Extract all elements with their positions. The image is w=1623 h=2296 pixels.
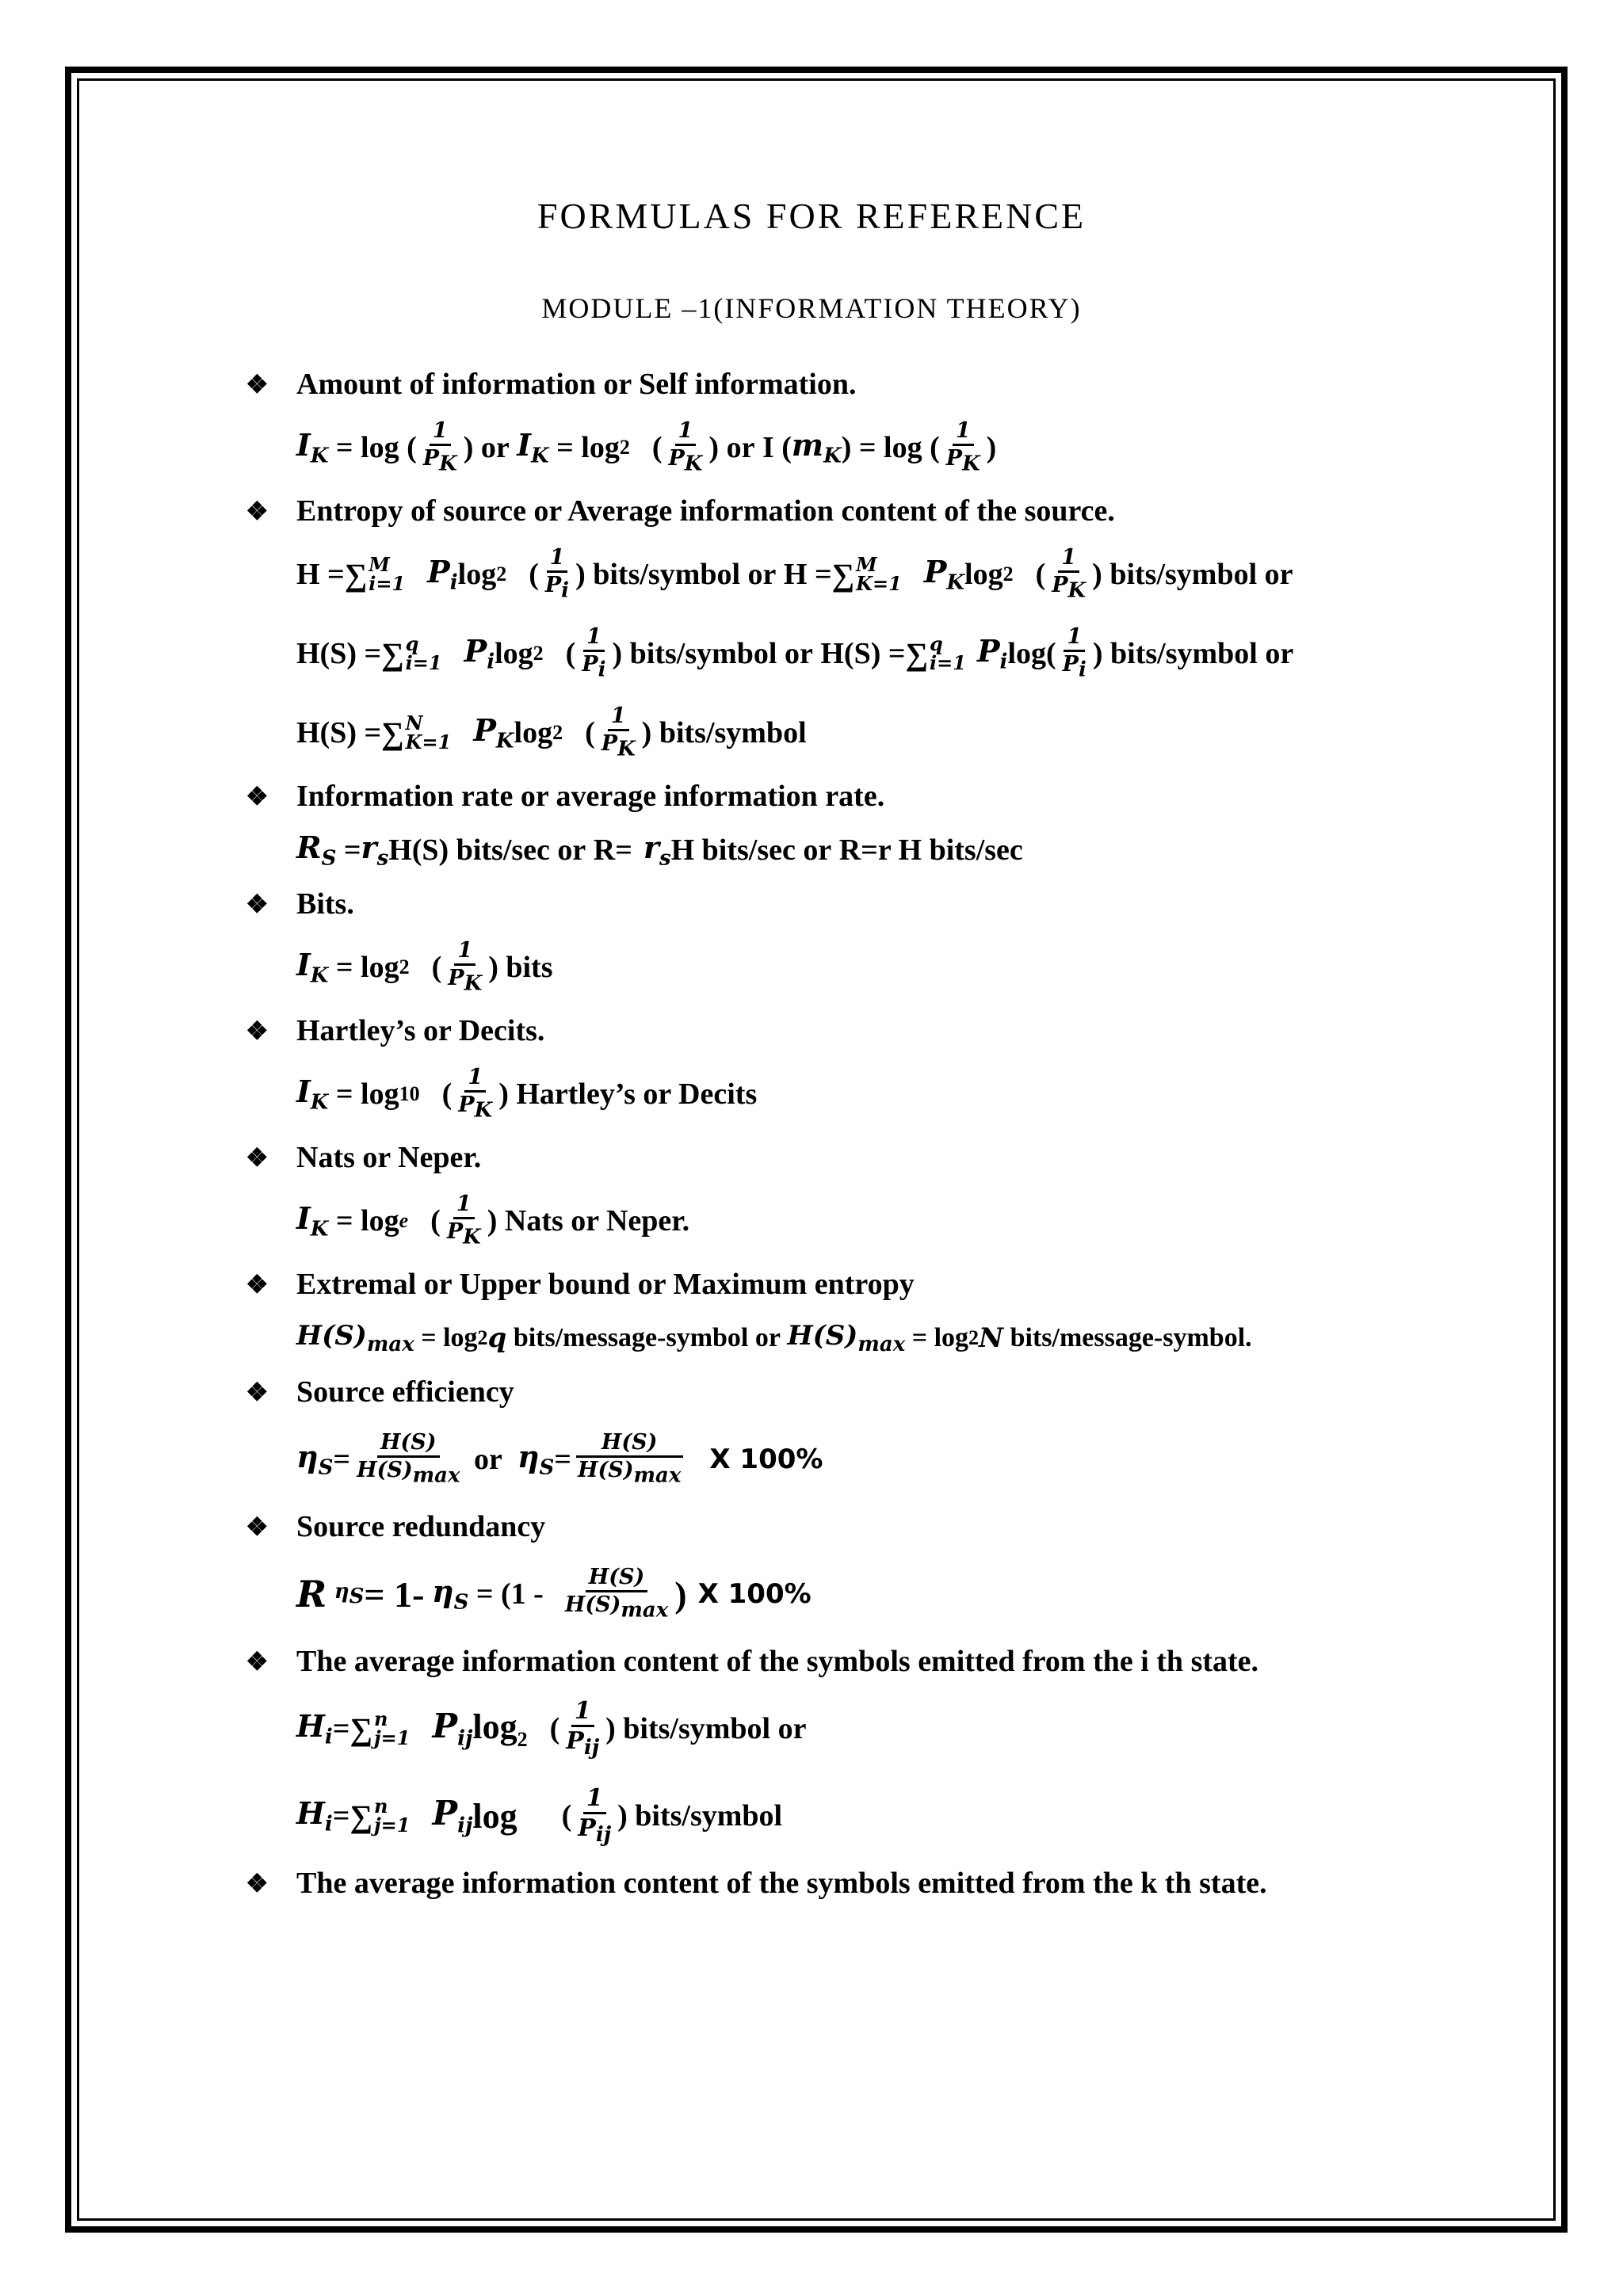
heading-text: Amount of information or Self information. xyxy=(296,368,857,401)
heading-text: Source efficiency xyxy=(296,1375,514,1409)
section-heading xyxy=(246,1859,1434,1907)
heading-text: The average information content of the symbols emitted from the k th state. xyxy=(296,1867,1267,1900)
formula-information-rate: $R_S$ = $r_s$ H(S) bits/sec or R= $r_s$ H bits/sec or R=r H bits/sec xyxy=(296,830,1023,871)
formula-entropy-2: H(S) = ∑ q i=1 $P_i$ log 2 ( $\frac{1}{P_i}$ ) bits/symbol or H(S) = ∑ q i=1 $P_i$ log( $\frac{1}{P_i}$ ) bits/symbol or xyxy=(296,624,1294,682)
section-heading xyxy=(246,880,1434,928)
section-nats xyxy=(246,1134,1434,1261)
formula-self-information: $I_K$ = log ( $\frac{1}{P_K}$ ) or $I_K$ = log 2 ( $\frac{1}{P_K}$ ) or I ( $m_K$ ) = log ( $\frac{1}{P_K}$ ) xyxy=(296,418,997,476)
section-self-information xyxy=(246,360,1434,487)
formula-ith-state-2: $H_i$ = ∑ n j=1 $P_{ij}$ log ( $\frac{1}{P_{ij}}$ ) bits/symbol xyxy=(296,1783,783,1848)
section-heading xyxy=(246,1368,1434,1416)
formula-nats: $I_K$ = log e ( $\frac{1}{P_K}$ ) Nats or Neper. xyxy=(296,1191,690,1249)
diamond-bullet-icon: ❖ xyxy=(246,890,269,918)
diamond-bullet-icon: ❖ xyxy=(246,1143,269,1172)
formula-list xyxy=(246,360,1434,1907)
diamond-bullet-icon: ❖ xyxy=(246,1270,269,1299)
section-bits xyxy=(246,880,1434,1007)
section-heading xyxy=(246,1007,1434,1055)
diamond-bullet-icon: ❖ xyxy=(246,1869,269,1897)
section-ith-state xyxy=(246,1638,1434,1859)
formula-bits: $I_K$ = log 2 ( $\frac{1}{P_K}$ ) bits xyxy=(296,937,553,996)
diamond-bullet-icon: ❖ xyxy=(246,1016,269,1045)
heading-text: Nats or Neper. xyxy=(296,1141,482,1174)
section-max-entropy xyxy=(246,1261,1434,1368)
section-entropy xyxy=(246,487,1434,772)
section-heading xyxy=(246,1261,1434,1308)
formula-hartleys: $I_K$ = log 10 ( $\frac{1}{P_K}$ ) Hartley’s or Decits xyxy=(296,1064,758,1123)
section-heading xyxy=(246,1134,1434,1181)
section-source-redundancy xyxy=(246,1503,1434,1638)
diamond-bullet-icon: ❖ xyxy=(246,1512,269,1541)
heading-text: Bits. xyxy=(296,887,354,921)
formula-source-efficiency: $\eta_S$ = $\frac{H(S)}{H(S)_{max}}$ or $\eta_S$ = $\frac{H(S)}{H(S)_{max}}$ X 100% xyxy=(296,1429,823,1488)
formula-max-entropy: $H(S)_{max}$ = log 2 q bits/message-symbol or $H(S)_{max}$ = log 2 N bits/message-symbol. xyxy=(296,1320,1252,1356)
section-heading xyxy=(246,1638,1434,1685)
heading-text: Extremal or Upper bound or Maximum entropy xyxy=(296,1268,915,1301)
formula-ith-state-1: $H_i$ = ∑ n j=1 $P_{ij}$ $\log_2$ ( $\frac{1}{P_{ij}}$ ) bits/symbol or xyxy=(296,1696,807,1760)
page-title: FORMULAS FOR REFERENCE xyxy=(537,196,1086,236)
heading-text: The average information content of the symbols emitted from the i th state. xyxy=(296,1645,1259,1678)
section-heading xyxy=(246,1503,1434,1550)
section-kth-state xyxy=(246,1859,1434,1907)
section-information-rate xyxy=(246,772,1434,880)
heading-text: Hartley’s or Decits. xyxy=(296,1014,545,1047)
formula-entropy-3: H(S) = ∑ N K=1 $P_K$ log 2 ( $\frac{1}{P_K}$ ) bits/symbol xyxy=(296,703,807,761)
formula-source-redundancy: R $\eta_S$ = 1- $\eta_S$ = (1 - $\frac{H(S)}{H(S)_{max}}$ ) X 100% xyxy=(296,1564,812,1623)
heading-text: Entropy of source or Average information content of the source. xyxy=(296,494,1115,528)
section-heading xyxy=(246,487,1434,535)
diamond-bullet-icon: ❖ xyxy=(246,497,269,525)
section-hartleys xyxy=(246,1007,1434,1134)
section-source-efficiency xyxy=(246,1368,1434,1503)
diamond-bullet-icon: ❖ xyxy=(246,782,269,810)
diamond-bullet-icon: ❖ xyxy=(246,1378,269,1406)
heading-text: Source redundancy xyxy=(296,1510,546,1543)
page-subtitle: MODULE –1(INFORMATION THEORY) xyxy=(541,292,1082,324)
diamond-bullet-icon: ❖ xyxy=(246,1647,269,1676)
diamond-bullet-icon: ❖ xyxy=(246,370,269,399)
section-heading xyxy=(246,360,1434,408)
heading-text: Information rate or average information rate. xyxy=(296,780,885,813)
formula-entropy-1: H = ∑ M i=1 $P_i$ log 2 ( $\frac{1}{P_i}$ ) bits/symbol or H = ∑ M K=1 $P_K$ log 2 ( $\frac{1}{P_K}$ ) bits/symbol or xyxy=(296,544,1293,603)
section-heading xyxy=(246,772,1434,820)
